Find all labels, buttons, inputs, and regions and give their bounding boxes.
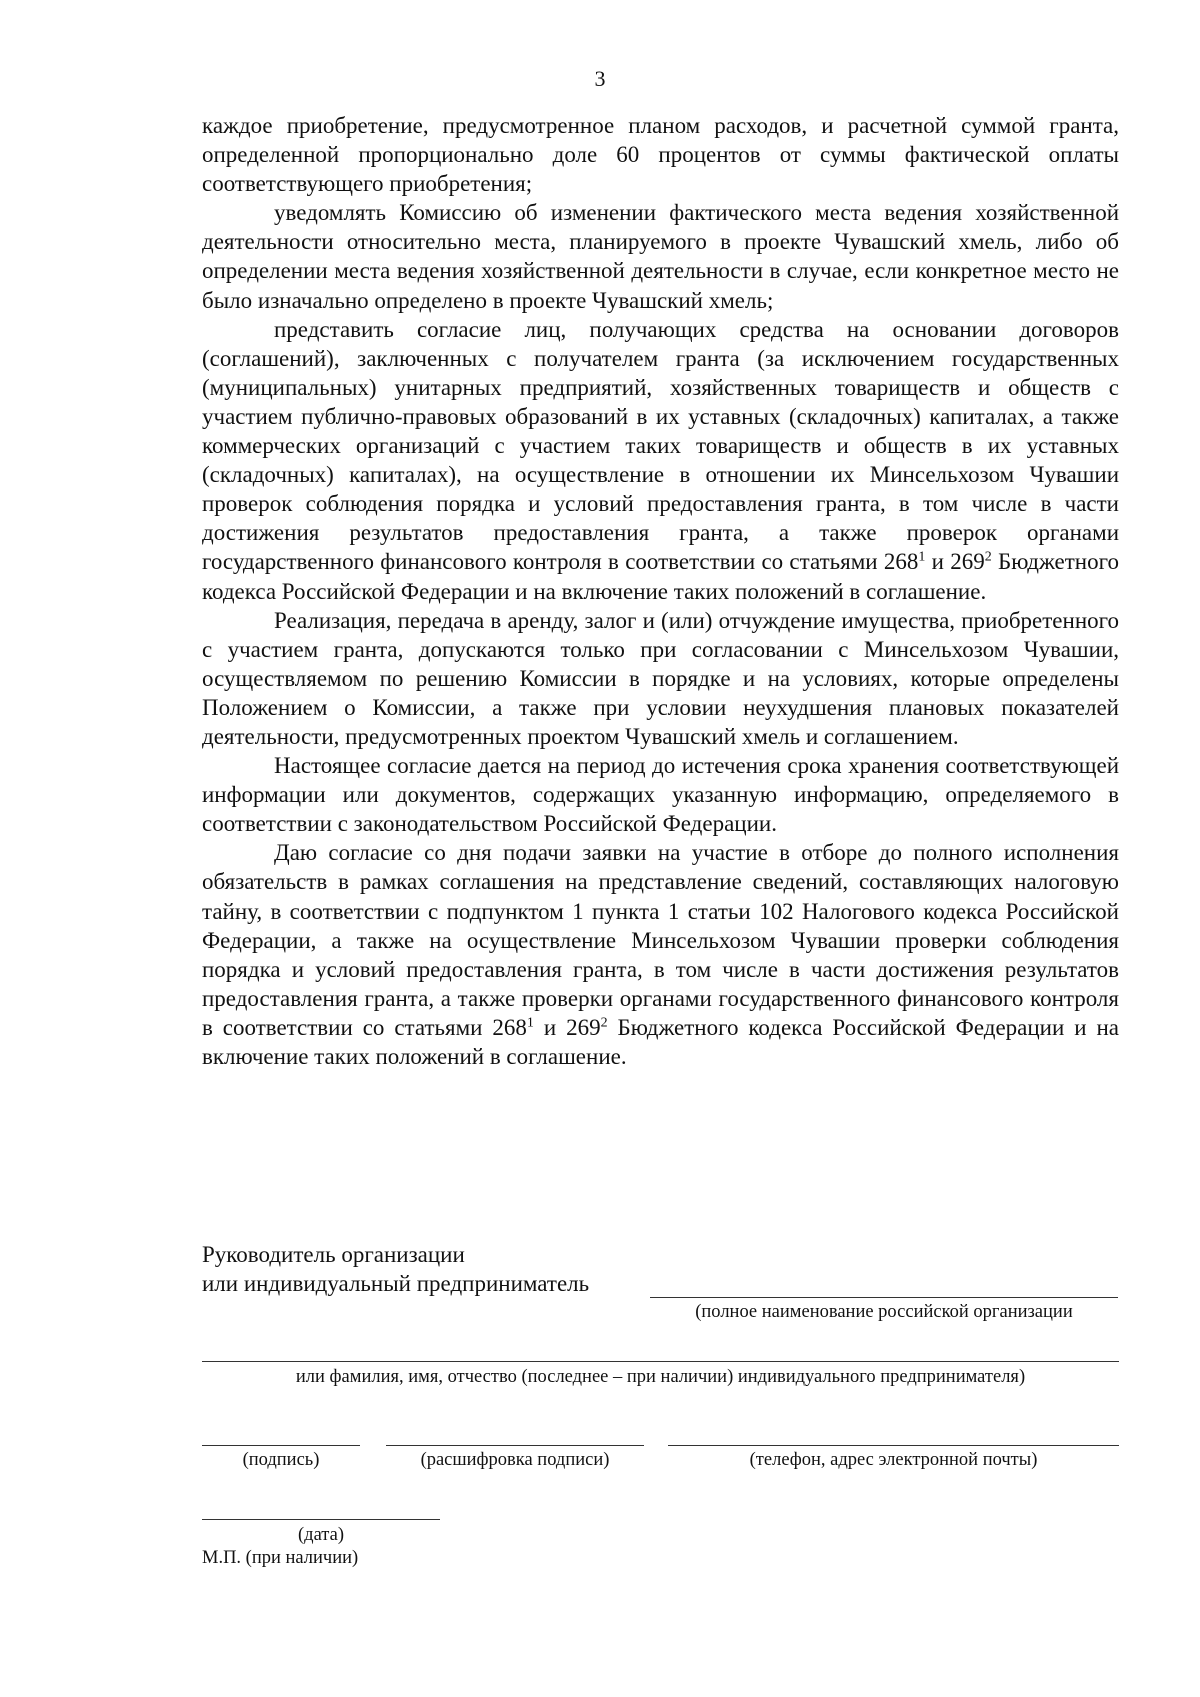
paragraph-5: Настоящее согласие дается на период до истечения срока хранения соответствующей информации или документов, содержащих указанную информацию, определяемого в соответствии с законодательством Российской Федерации. (202, 753, 1119, 837)
paragraph-3-text-end: Бюджетного кодекса Российской Федерации и на включение таких положений в соглашение. (202, 549, 1119, 604)
superscript-2: 2 (600, 1015, 608, 1031)
superscript-2: 2 (984, 549, 992, 565)
signature-decoding-line[interactable] (386, 1445, 644, 1446)
org-name-line[interactable] (650, 1297, 1118, 1298)
signature-head-line-2: или индивидуальный предприниматель (202, 1271, 590, 1296)
superscript-1: 1 (918, 549, 926, 565)
paragraph-4: Реализация, передача в аренду, залог и (или) отчуждение имущества, приобретенного с участием гранта, допускаются только при согласовании с Минсельхозом Чувашии, осуществляемом по решению Комиссии в порядке и на условиях, которые определены Положением о Комиссии, а также при условии неухудшения плановых показателей деятельности, предусмотренных проектом Чувашский хмель и соглашением. (202, 607, 1119, 749)
date-line[interactable] (202, 1519, 440, 1520)
page-number: 3 (594, 66, 606, 91)
document-body (202, 111, 1119, 1071)
paragraph-6-text-middle: и 269 (533, 1014, 601, 1040)
contacts-caption: (телефон, адрес электронной почты) (749, 1450, 1038, 1470)
person-name-caption: или фамилия, имя, отчество (последнее – при наличии) индивидуального предпринимателя) (295, 1367, 1026, 1387)
contacts-line[interactable] (668, 1445, 1119, 1446)
paragraph-3 (202, 315, 1119, 606)
signature-head-line-1: Руководитель организации (202, 1242, 465, 1267)
seal-note: М.П. (при наличии) (202, 1548, 359, 1568)
signature-decoding-caption: (расшифровка подписи) (420, 1450, 610, 1470)
superscript-1: 1 (526, 1015, 534, 1031)
signature-caption: (подпись) (242, 1450, 320, 1470)
signature-line[interactable] (202, 1445, 360, 1446)
paragraph-6-text-start: Даю согласие со дня подачи заявки на участие в отборе до полного исполнения обязательств в рамках соглашения на представление сведений, составляющих налоговую тайну, в соответствии с подпунктом 1 пункта 1 статьи 102 Налогового кодекса Российской Федерации, а также на осуществление Минсельхозом Чувашии проверки соблюдения порядка и условий предоставления гранта, в том числе в части достижения результатов предоставления гранта, а также проверки органами государственного финансового контроля в соответствии со статьями 268 (202, 840, 1119, 1040)
org-name-caption: (полное наименование российской организации (695, 1302, 1073, 1322)
paragraph-2: уведомлять Комиссию об изменении фактического места ведения хозяйственной деятельности относительно места, планируемого в проекте Чувашский хмель, либо об определении места ведения хозяйственной деятельности в случае, если конкретное место не было изначально определено в проекте Чувашский хмель; (202, 200, 1119, 313)
paragraph-6 (202, 838, 1119, 1071)
person-name-line[interactable] (202, 1361, 1119, 1362)
paragraph-3-text-middle: и 269 (925, 549, 985, 575)
paragraph-6-text-end: Бюджетного кодекса Российской Федерации и на включение таких положений в соглашение. (202, 1014, 1119, 1069)
paragraph-1: каждое приобретение, предусмотренное планом расходов, и расчетной суммой гранта, определенной пропорционально доле 60 процентов от суммы фактической оплаты соответствующего приобретения; (202, 113, 1119, 197)
paragraph-3-text-start: представить согласие лиц, получающих средства на основании договоров (соглашений), заключенных с получателем гранта (за исключением государственных (муниципальных) унитарных предприятий, хозяйственных товариществ и обществ с участием публично-правовых образований в их уставных (складочных) капиталах, а также коммерческих организаций с участием таких товариществ и обществ в их уставных (складочных) капиталах), на осуществление в отношении их Минсельхозом Чувашии проверок соблюдения порядка и условий предоставления гранта, в том числе в части достижения результатов предоставления гранта, а также проверок органами государственного финансового контроля в соответствии со статьями 268 (202, 316, 1119, 575)
date-caption: (дата) (298, 1525, 344, 1545)
